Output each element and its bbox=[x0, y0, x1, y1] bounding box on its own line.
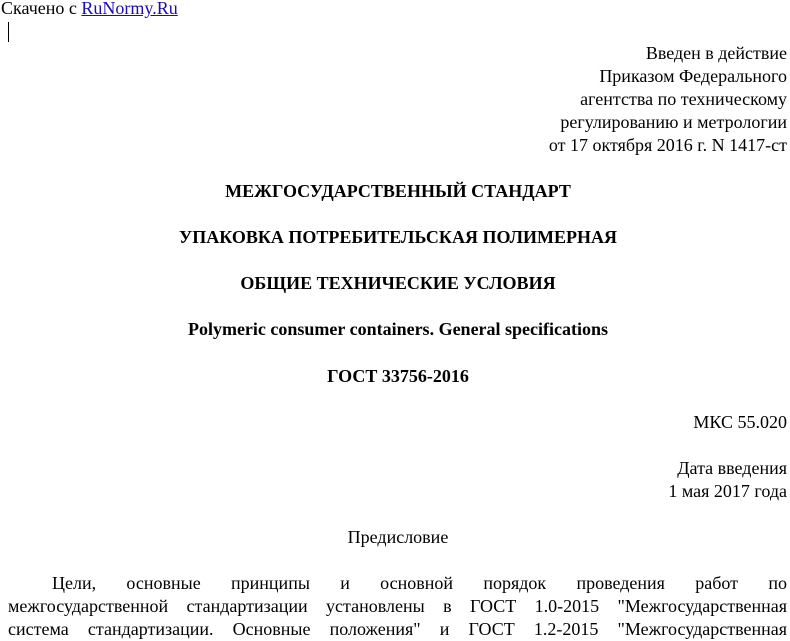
enactment-line: агентства по техническому bbox=[580, 89, 787, 109]
standard-type-heading: МЕЖГОСУДАРСТВЕННЫЙ СТАНДАРТ bbox=[225, 181, 571, 201]
paragraph-line: межгосударственной стандартизации установлены в ГОСТ 1.0-2015 "Межгосударственная bbox=[8, 596, 787, 616]
document-subtitle: ОБЩИЕ ТЕХНИЧЕСКИЕ УСЛОВИЯ bbox=[240, 273, 556, 293]
paragraph-line: система стандартизации. Основные положения" и ГОСТ 1.2-2015 "Межгосударственная bbox=[8, 619, 787, 639]
paragraph-line: Цели, основные принципы и основной порядок проведения работ по bbox=[52, 573, 787, 593]
introduction-date-value: 1 мая 2017 года bbox=[668, 481, 787, 501]
source-prefix: Скачено с bbox=[1, 0, 82, 18]
enactment-block bbox=[549, 42, 787, 157]
enactment-line: Введен в действие bbox=[645, 43, 787, 63]
introduction-date-block bbox=[668, 457, 787, 503]
standard-code: ГОСТ 33756-2016 bbox=[327, 366, 469, 386]
mks-code: МКС 55.020 bbox=[693, 412, 787, 432]
document-title: УПАКОВКА ПОТРЕБИТЕЛЬСКАЯ ПОЛИМЕРНАЯ bbox=[179, 227, 617, 247]
source-line bbox=[1, 0, 178, 20]
foreword-title: Предисловие bbox=[347, 527, 449, 547]
enactment-line: от 17 октября 2016 г. N 1417-ст bbox=[548, 135, 787, 155]
english-title: Polymeric consumer containers. General specifications bbox=[187, 319, 609, 339]
runormy-link[interactable]: RuNormy.Ru bbox=[81, 0, 178, 18]
enactment-line: Приказом Федерального bbox=[599, 66, 787, 86]
foreword-paragraph bbox=[8, 572, 787, 641]
text-cursor bbox=[8, 22, 9, 42]
introduction-date-label: Дата введения bbox=[677, 458, 787, 478]
enactment-line: регулированию и метрологии bbox=[560, 112, 787, 132]
